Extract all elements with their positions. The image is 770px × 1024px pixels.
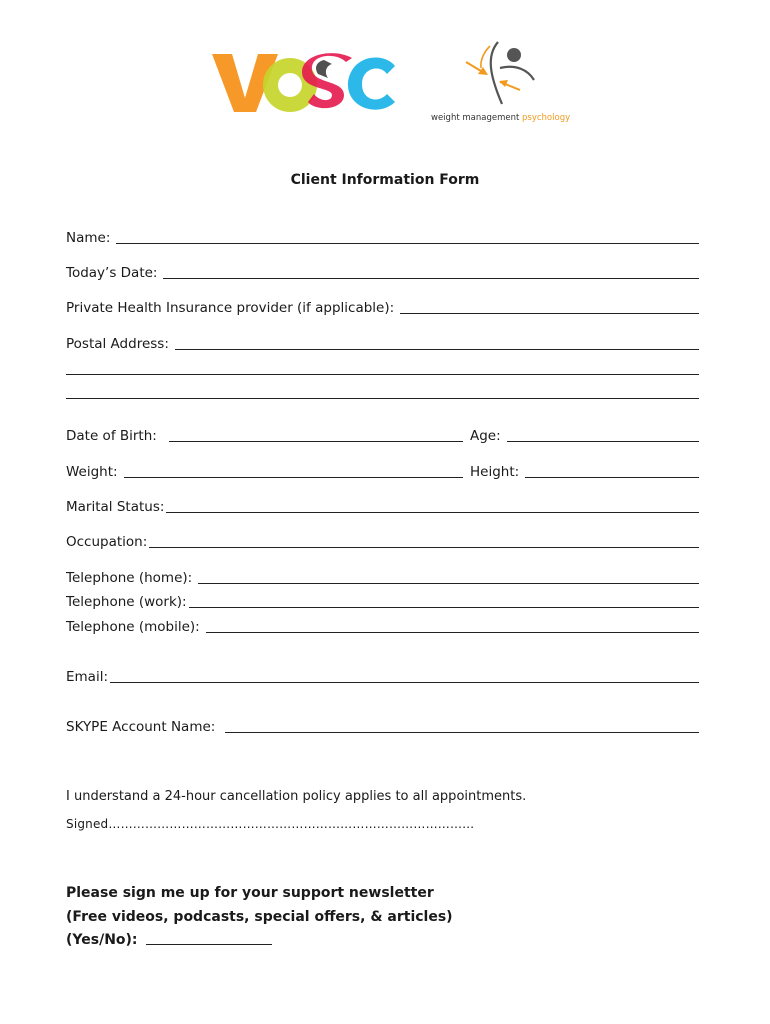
date-of-birth-input-line[interactable] (169, 441, 463, 442)
form-title: Client Information Form (290, 172, 480, 188)
yes-no-input-line[interactable] (146, 944, 272, 945)
insurance-label: Private Health Insurance provider (if applicable): (66, 300, 395, 316)
newsletter-line-1: Please sign me up for your support newsletter (66, 885, 434, 901)
skype-input-line[interactable] (225, 732, 699, 733)
name-label: Name: (66, 230, 111, 246)
name-field[interactable] (66, 228, 699, 246)
date-of-birth-label: Date of Birth: (66, 428, 157, 444)
telephone-work-label: Telephone (work): (66, 594, 187, 610)
telephone-mobile-input-line[interactable] (206, 632, 699, 633)
telephone-work-field[interactable] (66, 592, 699, 610)
telephone-home-input-line[interactable] (198, 583, 699, 584)
telephone-mobile-label: Telephone (mobile): (66, 619, 200, 635)
tagline-part1: weight management (431, 113, 523, 123)
signature-line[interactable]: Signed……………………………………………………………………………… (66, 817, 475, 831)
postal-address-line-3[interactable] (66, 398, 699, 399)
occupation-input-line[interactable] (149, 547, 699, 548)
telephone-home-field[interactable] (66, 568, 699, 586)
marital-status-input-line[interactable] (166, 512, 699, 513)
marital-status-label: Marital Status: (66, 499, 165, 515)
postal-address-input-line[interactable] (175, 349, 699, 350)
height-input-line[interactable] (525, 477, 699, 478)
postal-address-label: Postal Address: (66, 336, 169, 352)
weight-input-line[interactable] (124, 477, 463, 478)
todays-date-field[interactable] (66, 263, 699, 281)
yes-no-label: (Yes/No): (66, 932, 138, 948)
weight-label: Weight: (66, 464, 118, 480)
occupation-field[interactable] (66, 532, 699, 550)
telephone-mobile-field[interactable] (66, 617, 699, 635)
email-label: Email: (66, 669, 109, 685)
newsletter-yes-no-field[interactable] (66, 932, 272, 948)
insurance-input-line[interactable] (400, 313, 699, 314)
vosc-logo (212, 50, 397, 116)
name-input-line[interactable] (116, 243, 699, 244)
skype-field[interactable] (66, 717, 699, 735)
age-label: Age: (470, 428, 501, 444)
wmp-tagline (431, 113, 570, 123)
date-of-birth-field[interactable] (66, 426, 463, 444)
height-field[interactable] (470, 462, 699, 480)
skype-label: SKYPE Account Name: (66, 719, 216, 735)
todays-date-input-line[interactable] (163, 278, 699, 279)
email-field[interactable] (66, 667, 699, 685)
height-label: Height: (470, 464, 520, 480)
occupation-label: Occupation: (66, 534, 148, 550)
telephone-home-label: Telephone (home): (66, 570, 193, 586)
postal-address-field[interactable] (66, 334, 699, 352)
newsletter-line-2: (Free videos, podcasts, special offers, & articles) (66, 909, 453, 925)
email-input-line[interactable] (110, 682, 699, 683)
age-field[interactable] (470, 426, 699, 444)
weight-field[interactable] (66, 462, 463, 480)
cancellation-policy-text: I understand a 24-hour cancellation policy applies to all appointments. (66, 789, 527, 804)
todays-date-label: Today’s Date: (66, 265, 158, 281)
marital-status-field[interactable] (66, 497, 699, 515)
insurance-field[interactable] (66, 298, 699, 316)
postal-address-line-2[interactable] (66, 374, 699, 375)
telephone-work-input-line[interactable] (189, 607, 699, 608)
tagline-part2: psychology (522, 113, 571, 123)
age-input-line[interactable] (507, 441, 699, 442)
